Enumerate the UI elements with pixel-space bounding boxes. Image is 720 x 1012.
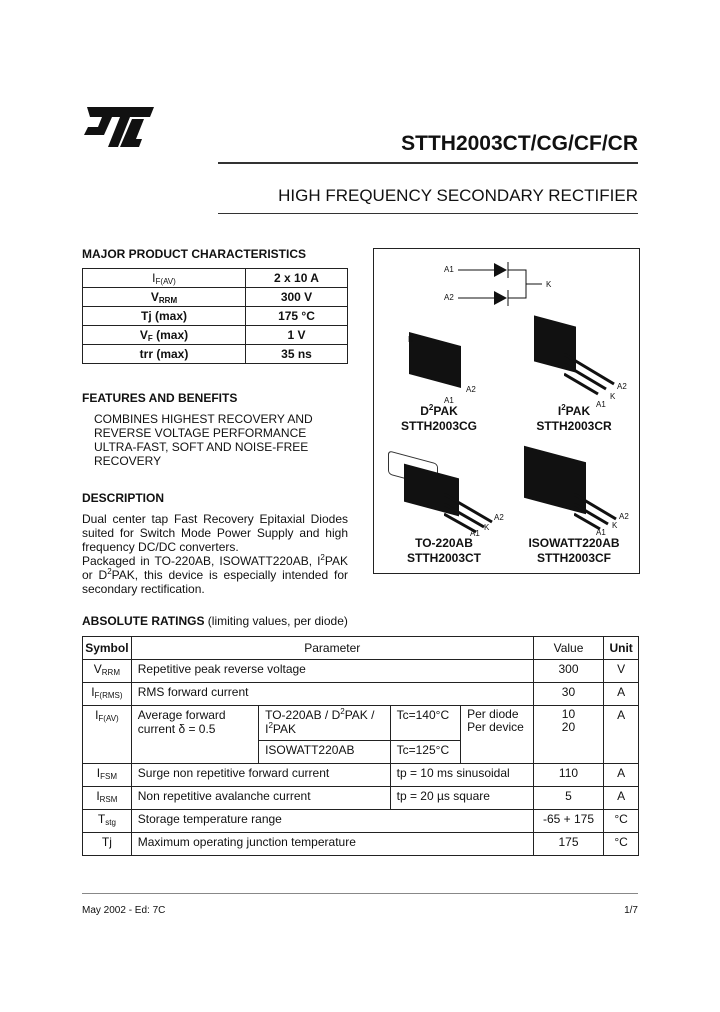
table-row: $T_{stg}$ Storage temperature range -65 + 175 °C xyxy=(83,810,639,833)
feature-item: ULTRA-FAST, SOFT AND NOISE-FREE RECOVERY xyxy=(94,440,309,468)
page-number: 1/7 xyxy=(624,905,638,916)
package-label-to220ab: TO-220AB STTH2003CT xyxy=(406,536,482,565)
table-row: $V_F$ (max) 1 V xyxy=(83,326,348,345)
table-row: $I_{F(RMS)}$ RMS forward current 30 A xyxy=(83,683,639,706)
features-heading: FEATURES AND BENEFITS xyxy=(82,391,238,405)
feature-item: COMBINES HIGHEST RECOVERY AND REVERSE VOLTAGE PERFORMANCE xyxy=(94,412,313,440)
absolute-ratings-table: Symbol Parameter Value Unit $V_{RRM}$ Repetitive peak reverse voltage 300 V $I_{F(RMS)}$ RMS forward current 30 A $I_{F(AV)}$ Average forward current δ = 0.5 $TO-220AB / D^2PAK$ / $I^2PAK$ Tc=140°C Per diode Per device 10 20 A ISOWATT220AB Tc=125°C $I_{FSM}$ Surge non repetitive forward current tp = 10 ms sinusoidal 110 A $I_{RSM}$ Non repetitive avalanche current tp = 20 µs square 5 A $T_{stg}$ Storage temperature range -65 + 175 °C Tj Maximum operating junction temperature 175 °C xyxy=(82,636,639,856)
major-heading: MAJOR PRODUCT CHARACTERISTICS xyxy=(82,247,307,261)
table-row: $I_{F(AV)}$ 2 x 10 A xyxy=(83,269,348,288)
table-row: $I_{FSM}$ Surge non repetitive forward current tp = 10 ms sinusoidal 110 A xyxy=(83,764,639,787)
pin-label: K xyxy=(546,280,552,289)
table-row: Tj Maximum operating junction temperature 175 °C xyxy=(83,833,639,856)
part-number-title: STTH2003CT/CG/CF/CR xyxy=(401,132,638,155)
table-row: trr (max) 35 ns xyxy=(83,345,348,364)
d2pak-package-image xyxy=(409,332,461,388)
divider xyxy=(218,162,638,164)
pin-label: A1 xyxy=(444,265,454,274)
table-row: Tj (max) 175 °C xyxy=(83,307,348,326)
divider xyxy=(218,213,638,214)
package-label-isowatt220ab: ISOWATT220AB STTH2003CF xyxy=(528,536,620,565)
major-characteristics-table xyxy=(82,268,348,364)
table-row: $I_{RSM}$ Non repetitive avalanche current tp = 20 µs square 5 A xyxy=(83,787,639,810)
table-row: $I_{F(AV)}$ Average forward current δ = 0.5 $TO-220AB / D^2PAK$ / $I^2PAK$ Tc=140°C Per diode Per device 10 20 A xyxy=(83,706,639,741)
package-label-i2pak: $I^2PAK$ STTH2003CR xyxy=(536,403,612,433)
divider xyxy=(82,893,638,894)
description-heading: DESCRIPTION xyxy=(82,491,165,505)
ratings-heading: ABSOLUTE RATINGS (limiting values, per diode) xyxy=(82,614,348,628)
footer-date: May 2002 - Ed: 7C xyxy=(82,905,166,916)
description-text: Packaged in TO-220AB, ISOWATT220AB, $I^2PAK$ or $D^2PAK$, this device is especially intended for secondary rectification. xyxy=(82,553,349,596)
package-box: A1 A2 K K A2 A1 $D^2PAK$ STTH2003CG A2 K A1 $I^2PAK$ STTH2003CR A2 K A1 TO-220AB STTH2003CT A2 K A1 ISOWATT220AB STTH2003CF xyxy=(373,248,640,574)
package-label-d2pak: $D^2PAK$ STTH2003CG xyxy=(400,403,478,433)
pin-label: A2 xyxy=(444,293,454,302)
st-logo xyxy=(82,105,157,150)
subtitle: HIGH FREQUENCY SECONDARY RECTIFIER xyxy=(278,186,638,205)
table-row: ISOWATT220AB Tc=125°C xyxy=(83,741,639,764)
table-row: $V_{RRM}$ Repetitive peak reverse voltage 300 V xyxy=(83,660,639,683)
description-text: Dual center tap Fast Recovery Epitaxial Diodes suited for Switch Mode Power Supply and high frequency DC/DC converters. xyxy=(82,512,348,554)
table-row: $V_{RRM}$ 300 V xyxy=(83,288,348,307)
